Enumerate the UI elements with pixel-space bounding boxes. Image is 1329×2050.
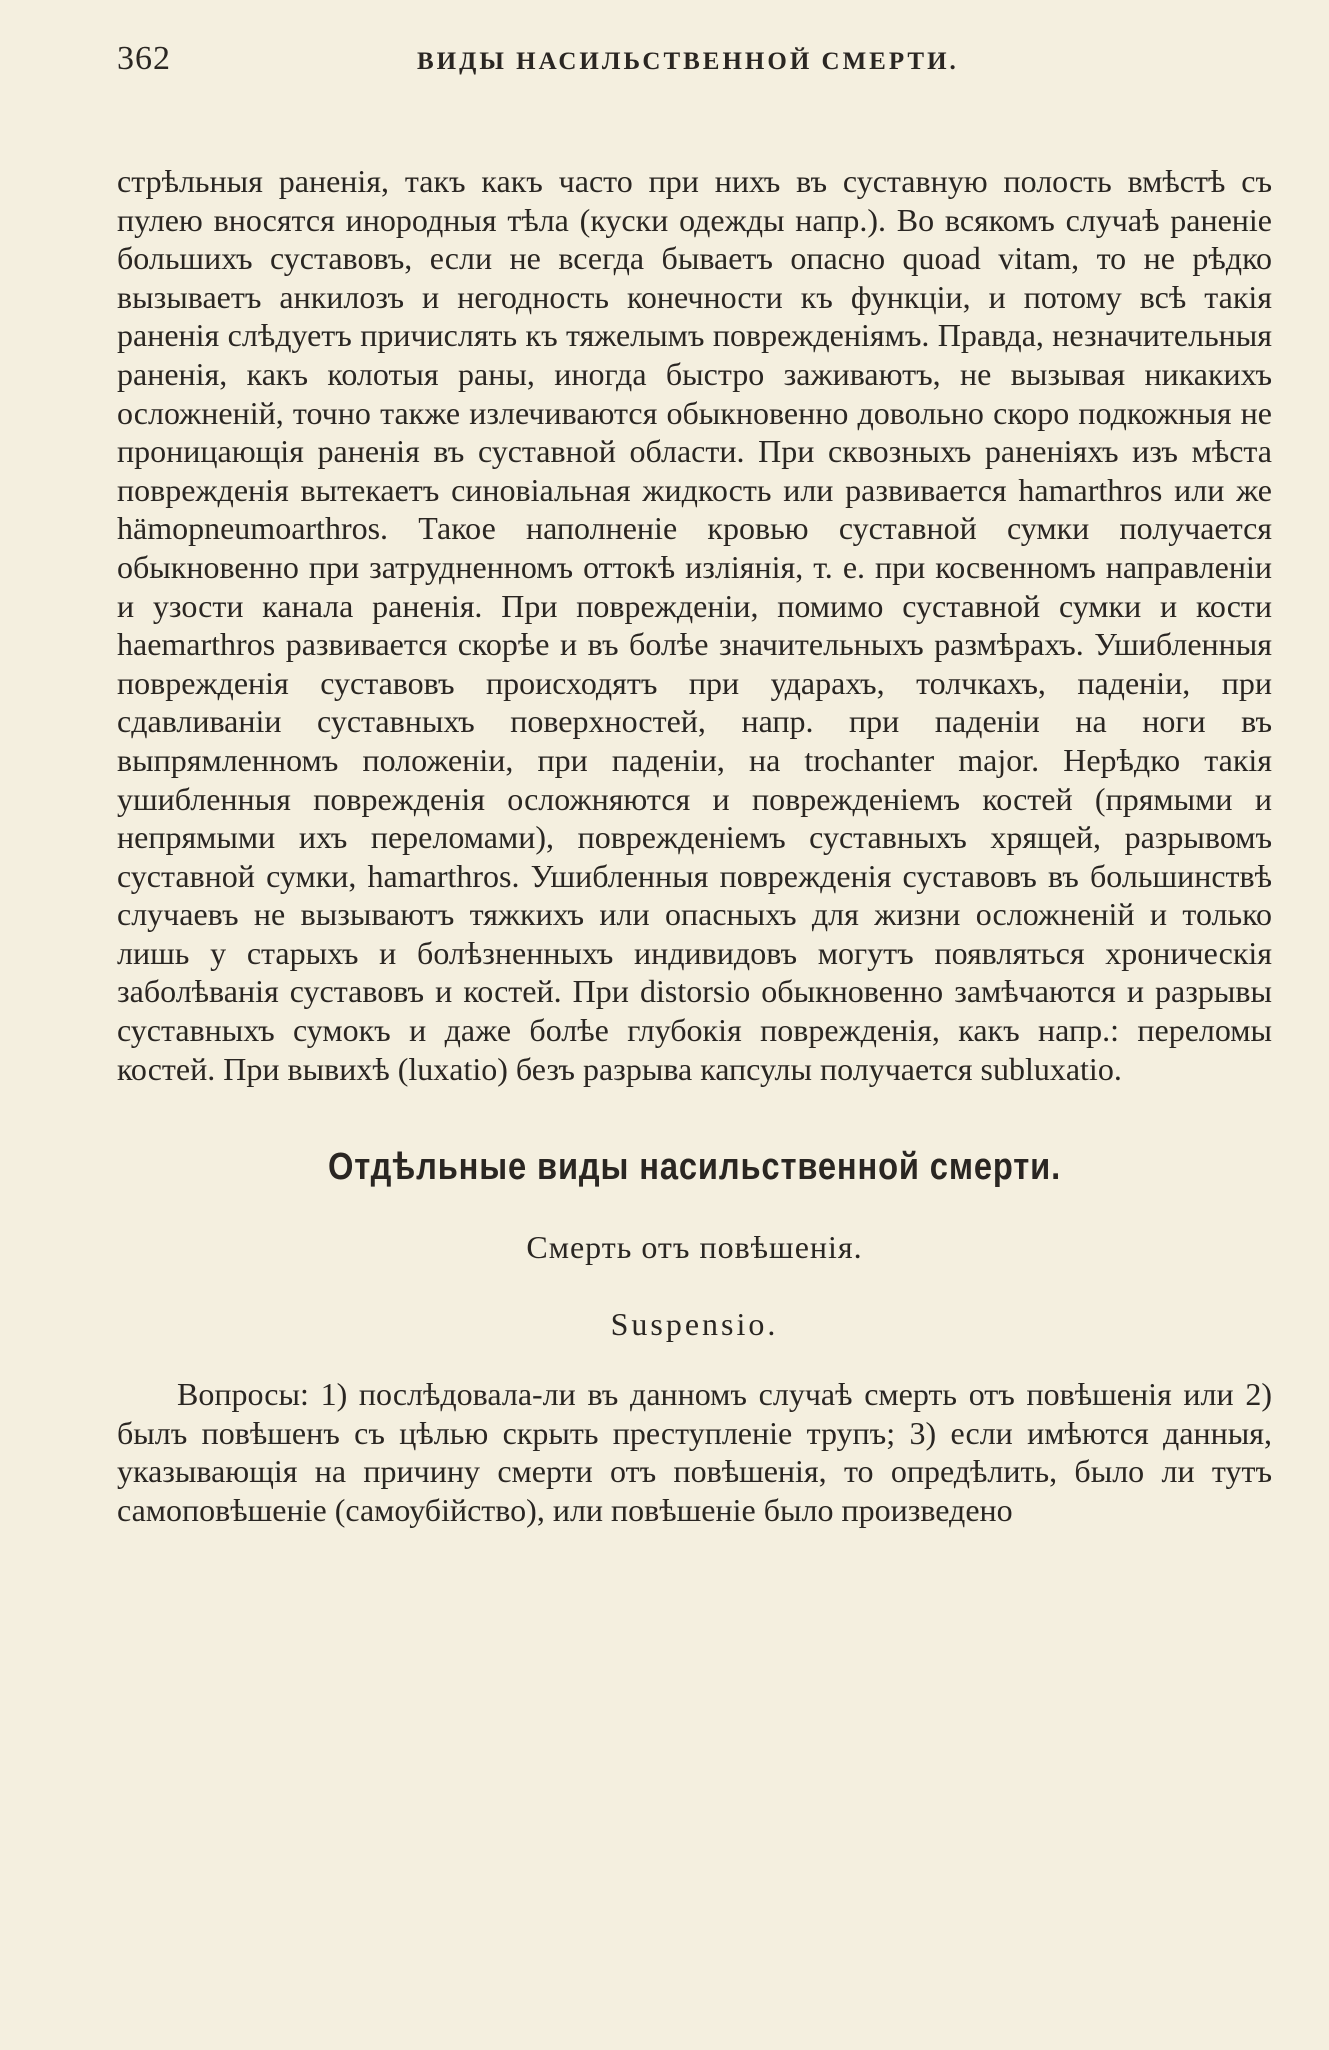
running-head — [117, 40, 1269, 92]
running-title: ВИДЫ НАСИЛЬСТВЕННОЙ СМЕРТИ. — [417, 48, 959, 75]
questions-paragraph: Вопросы: 1) послѣдовала-ли въ данномъ случаѣ смерть отъ повѣшенія или 2) былъ повѣшенъ съ цѣлью скрыть преступленіе трупъ; 3) если имѣются данныя, указывающія на причину смерти отъ повѣшенія, то опредѣлить, было ли тутъ самоповѣшеніе (самоубійство), или повѣшеніе было произведено — [117, 1376, 1272, 1529]
page-number: 362 — [117, 40, 171, 77]
subheading-title: Смерть отъ повѣшенія. — [526, 1229, 863, 1266]
section-heading: Отдѣльные виды насильственной смерти. — [327, 1146, 1062, 1189]
body-paragraph: стрѣльныя раненія, такъ какъ часто при нихъ въ суставную полость вмѣстѣ съ пулею вносятся инородныя тѣла (куски одежды напр.). Во всякомъ случаѣ раненіе большихъ суставовъ, если не всегда бываетъ опасно quoad vitam, то не рѣдко вызываетъ анкилозъ и негодность конечности къ функціи, и потому всѣ такія раненія слѣдуетъ причислять къ тяжелымъ поврежденіямъ. Правда, незначительныя раненія, какъ колотыя раны, иногда быстро заживаютъ, не вызывая никакихъ осложненій, точно также излечиваются обыкновенно довольно скоро подкожныя не проницающія раненія въ суставной области. При сквозныхъ раненіяхъ изъ мѣста поврежденія вытекаетъ синовіальная жидкость или развивается hamarthros или же hämopneumoarthros. Такое наполненіе кровью суставной сумки получается обыкновенно при затрудненномъ оттокѣ изліянія, т. е. при косвенномъ направленіи и узости канала раненія. При поврежденіи, помимо суставной сумки и кости haemarthros развивается скорѣе и въ болѣе значительныхъ размѣрахъ. Ушибленныя поврежденія суставовъ происходятъ при ударахъ, толчкахъ, паденіи, при сдавливаніи суставныхъ поверхностей, напр. при паденіи на ноги въ выпрямленномъ положеніи, при паденіи, на trochanter major. Нерѣдко такія ушибленныя поврежденія осложняются и поврежденіемъ костей (прямыми и непрямыми ихъ переломами), поврежденіемъ суставныхъ хрящей, разрывомъ суставной сумки, hamarthros. Ушибленныя поврежденія суставовъ въ большинствѣ случаевъ не вызываютъ тяжкихъ или опасныхъ для жизни осложненій и только лишь у старыхъ и болѣзненныхъ индивидовъ могутъ появляться хроническія заболѣванія суставовъ и костей. При distorsio обыкновенно замѣчаются и разрывы суставныхъ сумокъ и даже болѣе глубокія поврежденія, какъ напр.: переломы костей. При вывихѣ (luxatio) безъ разрыва капсулы получается subluxatio. — [117, 163, 1272, 1087]
subheading-latin: Suspensio. — [610, 1306, 779, 1343]
